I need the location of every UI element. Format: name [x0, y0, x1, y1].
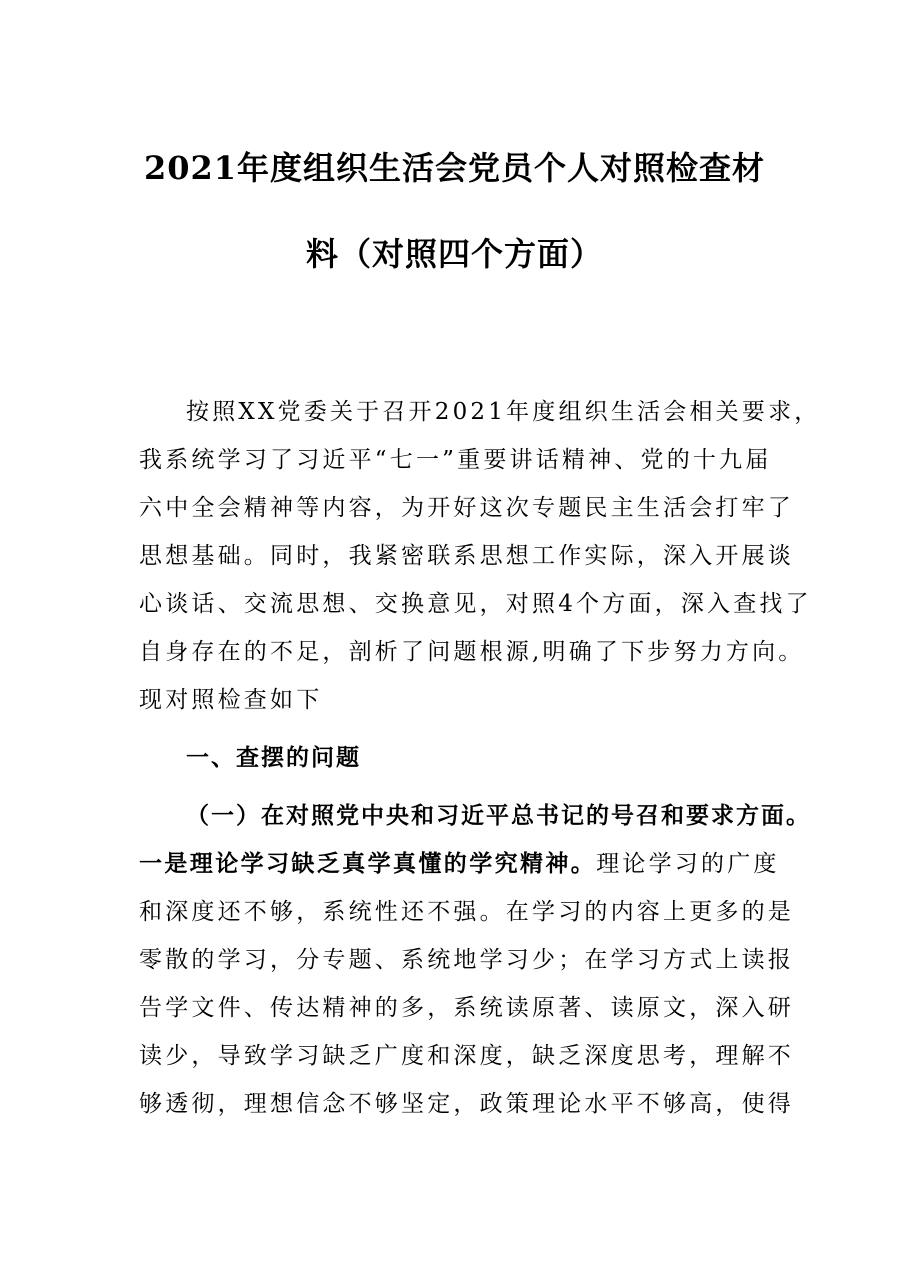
intro-paragraph-line: 心谈话、交流思想、交换意见，对照4个方面，深入查找了 — [139, 591, 812, 617]
point-text: 理论学习的广度 — [596, 851, 780, 877]
body-paragraph-line: 读少，导致学习缺乏广度和深度，缺乏深度思考，理解不 — [139, 1043, 794, 1069]
intro-paragraph-line: 自身存在的不足，剖析了问题根源,明确了下步努力方向。 — [139, 639, 805, 665]
subsection-heading: （一）在对照党中央和习近平总书记的号召和要求方面。 — [186, 803, 811, 829]
intro-paragraph-line: 现对照检查如下 — [139, 687, 323, 713]
point-heading: 一是理论学习缺乏真学真懂的学究精神。 — [139, 851, 597, 877]
intro-paragraph-line: 我系统学习了习近平“七一”重要讲话精神、党的十九届 — [139, 447, 772, 473]
intro-paragraph-line: 思想基础。同时，我紧密联系思想工作实际，深入开展谈 — [139, 543, 794, 569]
body-paragraph-line: 够透彻，理想信念不够坚定，政策理论水平不够高，使得 — [139, 1091, 794, 1117]
point-line — [139, 849, 779, 879]
intro-paragraph-line: 六中全会精神等内容，为开好这次专题民主生活会打牢了 — [139, 495, 794, 521]
body-paragraph-line: 和深度还不够，系统性还不强。在学习的内容上更多的是 — [139, 899, 794, 925]
document-title-line-1: 2021年度组织生活会党员个人对照检查材 — [143, 149, 766, 187]
section-heading: 一、查摆的问题 — [186, 745, 361, 771]
document-title-line-2: 料（对照四个方面） — [305, 235, 603, 273]
body-paragraph-line: 告学文件、传达精神的多，系统读原著、读原文，深入研 — [139, 995, 794, 1021]
body-paragraph-line: 零散的学习，分专题、系统地学习少；在学习方式上读报 — [139, 947, 794, 973]
intro-paragraph-line: 按照XX党委关于召开2021年度组织生活会相关要求， — [186, 399, 821, 425]
